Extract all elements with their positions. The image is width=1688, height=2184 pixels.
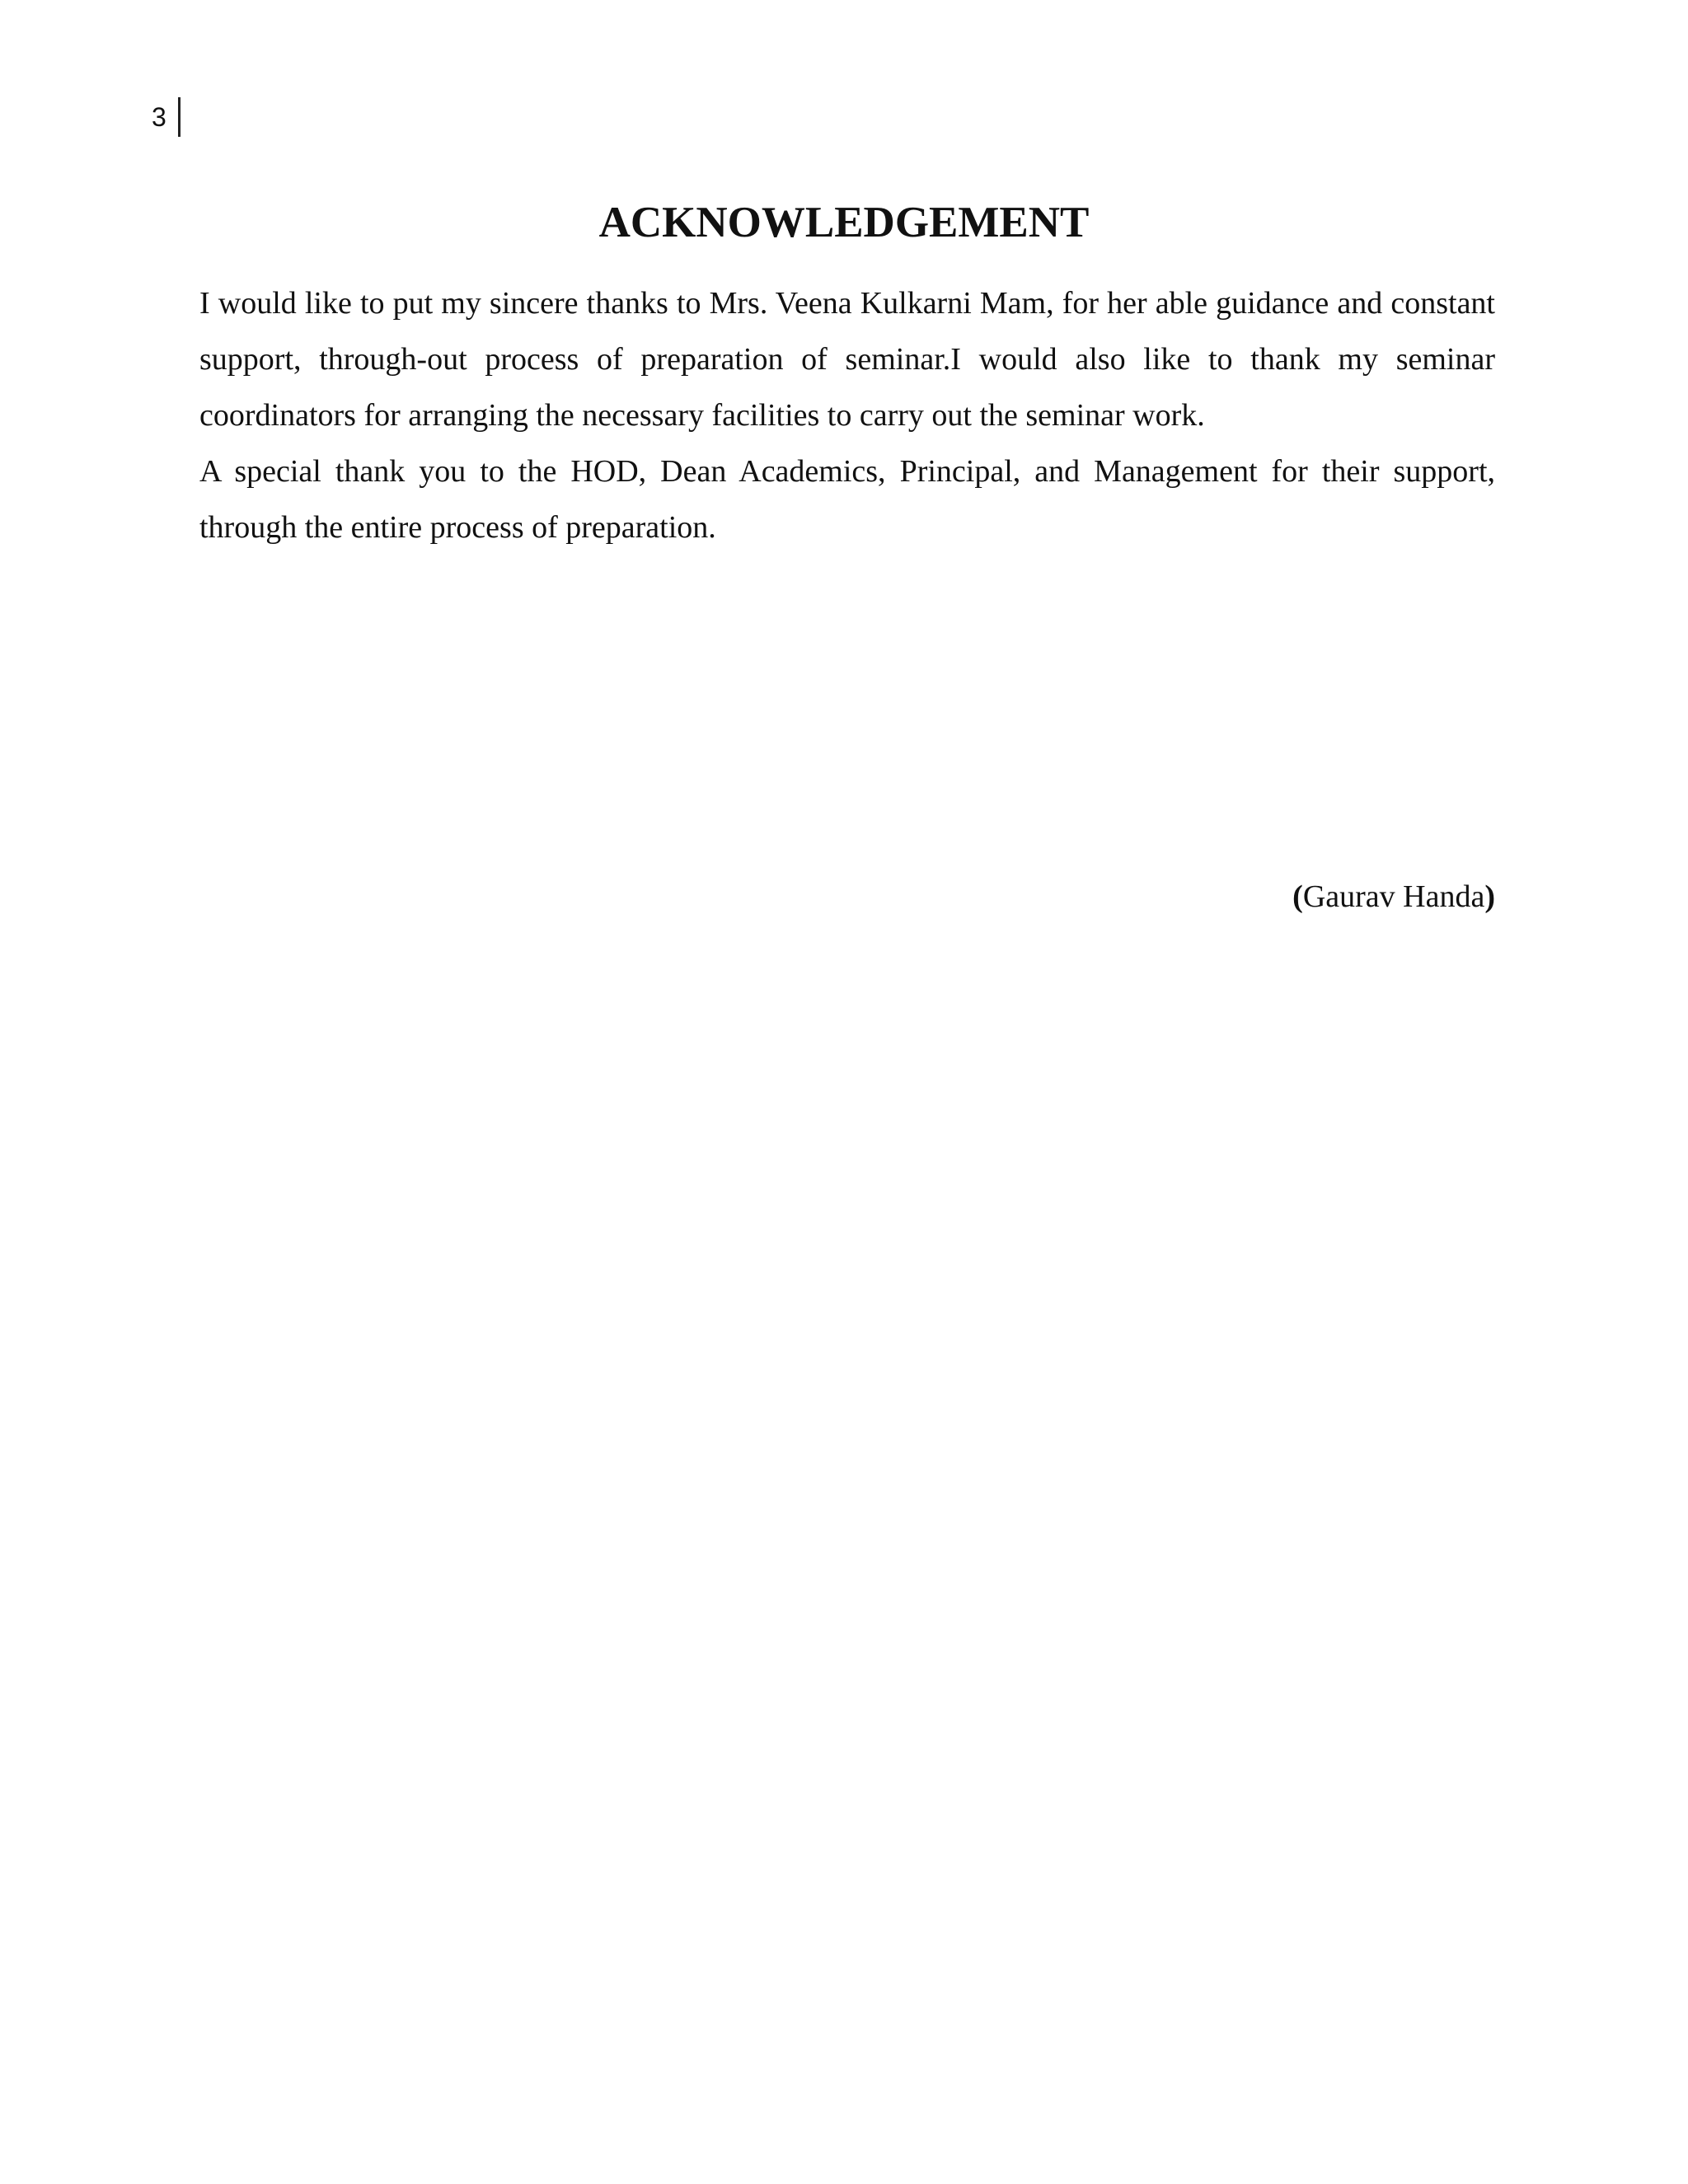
signature	[1292, 869, 1495, 925]
page-title: ACKNOWLEDGEMENT	[598, 199, 1090, 246]
acknowledgement-body	[199, 275, 1495, 555]
signature-open-paren: (	[1292, 879, 1303, 914]
page-number-divider	[178, 97, 181, 137]
page-number: 3	[152, 102, 166, 132]
paragraph-thanks-management: A special thank you to the HOD, Dean Academics, Principal, and Management for their support, through the entire process of preparation.	[199, 454, 1495, 545]
paragraph-thanks-guide: I would like to put my sincere thanks to Mrs. Veena Kulkarni Mam, for her able guidance and constant support, through-out process of preparation of seminar.I would also like to thank my seminar coordinators for arranging the necessary facilities to carry out the seminar work.	[199, 286, 1495, 433]
signature-name: Gaurav Handa	[1302, 879, 1485, 914]
page-header	[152, 97, 181, 137]
signature-close-paren: )	[1484, 879, 1495, 914]
